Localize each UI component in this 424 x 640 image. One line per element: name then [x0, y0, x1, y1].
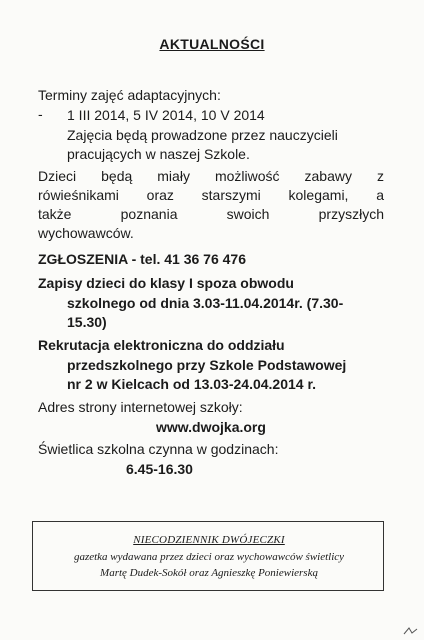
footer-line3: Martę Dudek-Sokół oraz Agnieszkę Poniewierską [100, 567, 318, 579]
enrollment-line2: szkolnego od dnia 3.03-11.04.2014r. (7.30- [67, 295, 344, 311]
footer-title: NIECODZIENNIK DWÓJECZKI [133, 534, 285, 546]
children-line2: rówieśnikami oraz starszymi kolegami, a [38, 187, 384, 203]
children-line1: Dzieci będą miały możliwość zabawy z [38, 168, 384, 184]
recruitment-line2: przedszkolnego przy Szkole Podstawowej [67, 357, 347, 373]
recruitment-line1: Rekrutacja elektroniczna do oddziału [38, 337, 285, 353]
website-url: www.dwojka.org [156, 419, 266, 435]
recruitment-line3: nr 2 w Kielcach od 13.03-24.04.2014 r. [67, 376, 317, 392]
page-title [0, 36, 424, 52]
adaptation-note-line2: pracujących w naszej Szkole. [67, 146, 250, 162]
adaptation-label: Terminy zajęć adaptacyjnych: [38, 87, 221, 103]
website-label: Adres strony internetowej szkoły: [38, 399, 243, 415]
enrollment-line1: Zapisy dzieci do klasy I spoza obwodu [38, 275, 294, 291]
footer-box [32, 521, 384, 591]
daycare-hours: 6.45-16.30 [126, 461, 193, 477]
children-paragraph [38, 167, 384, 243]
enrollment-line3: 15.30) [67, 314, 107, 330]
children-line4: wychowawców. [38, 225, 134, 241]
adaptation-note-line1: Zajęcia będą prowadzone przez nauczycieli [67, 127, 338, 143]
scan-mark-icon [402, 626, 420, 636]
title-text: AKTUALNOŚCI [159, 36, 265, 52]
contact-phone: ZGŁOSZENIA - tel. 41 36 76 476 [38, 251, 247, 267]
adaptation-dates: 1 III 2014, 5 IV 2014, 10 V 2014 [67, 107, 265, 123]
list-bullet: - [38, 106, 43, 122]
footer-line2: gazetka wydawana przez dzieci oraz wychowawców świetlicy [73, 551, 345, 563]
daycare-label: Świetlica szkolna czynna w godzinach: [38, 441, 279, 457]
children-line3: także poznania swoich przyszłych [38, 206, 384, 222]
